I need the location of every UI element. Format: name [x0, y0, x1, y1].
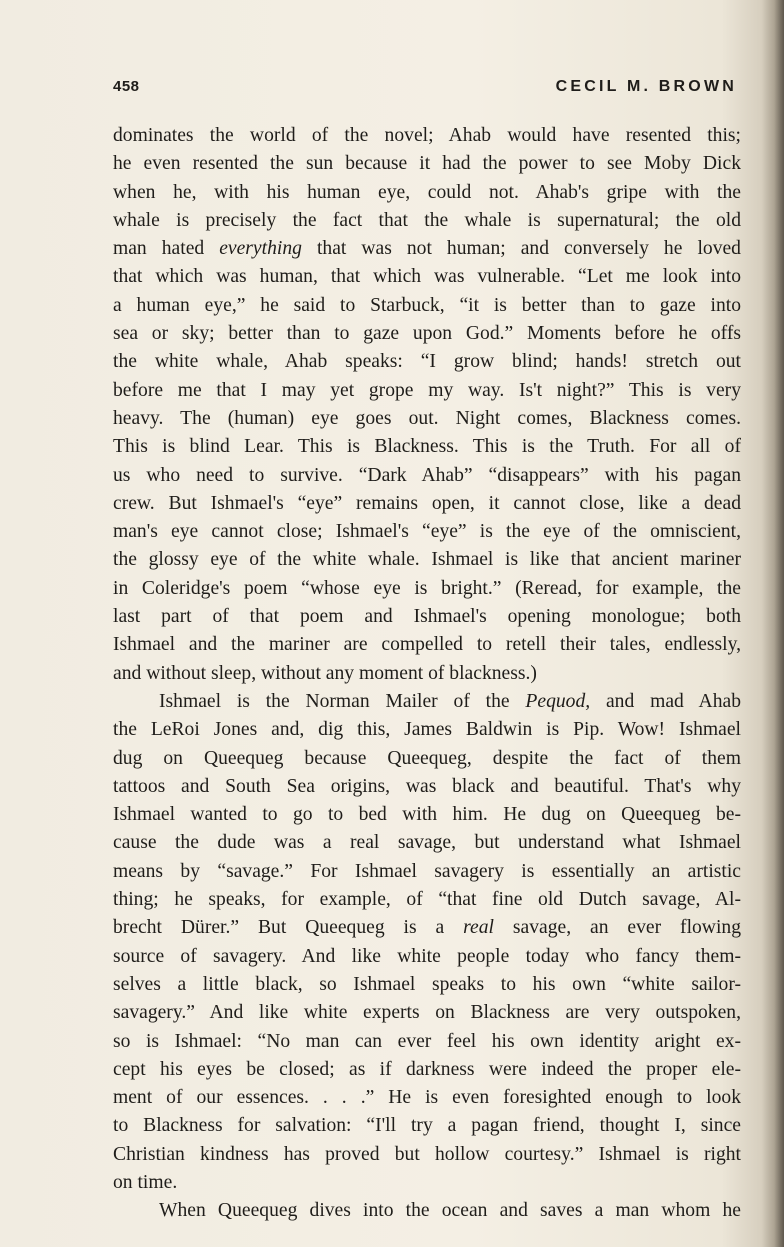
text-line: brecht Dürer.” But Queequeg is a real savage, an ever flowing	[113, 917, 741, 939]
text-line: cause the dude was a real savage, but understand what Ishmael	[113, 832, 741, 854]
text-line: to Blackness for salvation: “I'll try a pagan friend, thought I, since	[113, 1115, 741, 1137]
text-line: man's eye cannot close; Ishmael's “eye” is the eye of the omniscient,	[113, 521, 741, 543]
text-line: source of savagery. And like white people today who fancy them-	[113, 945, 741, 967]
text-line: he even resented the sun because it had the power to see Moby Dick	[113, 153, 741, 175]
text-line: whale is precisely the fact that the whale is supernatural; the old	[113, 209, 741, 231]
text-line: sea or sky; better than to gaze upon God.” Moments before he offs	[113, 323, 741, 345]
text-line: This is blind Lear. This is Blackness. This is the Truth. For all of	[113, 436, 741, 458]
text-line: that which was human, that which was vulnerable. “Let me look into	[113, 266, 741, 288]
text-line: crew. But Ishmael's “eye” remains open, it cannot close, like a dead	[113, 492, 741, 514]
text-line: When Queequeg dives into the ocean and saves a man whom he	[159, 1200, 741, 1222]
text-line: means by “savage.” For Ishmael savagery is essentially an artistic	[113, 860, 741, 882]
running-head	[113, 78, 737, 100]
text-line: dominates the world of the novel; Ahab would have resented this;	[113, 125, 741, 146]
text-line: before me that I may yet grope my way. Is't night?” This is very	[113, 379, 741, 401]
text-line: Christian kindness has proved but hollow courtesy.” Ishmael is right	[113, 1143, 741, 1165]
text-line: savagery.” And like white experts on Blackness are very outspoken,	[113, 1002, 741, 1024]
text-line: cept his eyes be closed; as if darkness were indeed the proper ele-	[113, 1058, 741, 1080]
text-line: last part of that poem and Ishmael's opening monologue; both	[113, 606, 741, 628]
text-line: heavy. The (human) eye goes out. Night comes, Blackness comes.	[113, 407, 741, 429]
text-line: a human eye,” he said to Starbuck, “it is better than to gaze into	[113, 294, 741, 316]
text-line: in Coleridge's poem “whose eye is bright.” (Reread, for example, the	[113, 577, 741, 599]
running-head-author: CECIL M. BROWN	[555, 78, 737, 95]
text-line: Ishmael and the mariner are compelled to retell their tales, endlessly,	[113, 634, 741, 656]
text-line: the LeRoi Jones and, dig this, James Baldwin is Pip. Wow! Ishmael	[113, 719, 741, 741]
text-line: thing; he speaks, for example, of “that fine old Dutch savage, Al-	[113, 889, 741, 911]
text-line: us who need to survive. “Dark Ahab” “disappears” with his pagan	[113, 464, 741, 486]
text-line: tattoos and South Sea origins, was black and beautiful. That's why	[113, 775, 741, 797]
text-line: when he, with his human eye, could not. Ahab's gripe with the	[113, 181, 741, 203]
text-line: dug on Queequeg because Queequeg, despite the fact of them	[113, 747, 741, 769]
page-edge-shadow	[762, 0, 784, 1247]
page-number: 458	[113, 78, 140, 95]
text-line: and without sleep, without any moment of blackness.)	[113, 662, 537, 684]
body-text	[113, 122, 741, 1226]
text-line: on time.	[113, 1171, 178, 1193]
text-line: the glossy eye of the white whale. Ishmael is like that ancient mariner	[113, 549, 741, 571]
text-line: Ishmael is the Norman Mailer of the Pequod, and mad Ahab	[159, 690, 741, 712]
text-line: the white whale, Ahab speaks: “I grow blind; hands! stretch out	[113, 351, 741, 373]
text-line: Ishmael wanted to go to bed with him. He dug on Queequeg be-	[113, 804, 741, 826]
text-line: selves a little black, so Ishmael speaks to his own “white sailor-	[113, 973, 741, 995]
text-line: so is Ishmael: “No man can ever feel his own identity aright ex-	[113, 1030, 741, 1052]
text-line: ment of our essences. . . .” He is even foresighted enough to look	[113, 1087, 741, 1109]
text-line: man hated everything that was not human; and conversely he loved	[113, 238, 741, 260]
